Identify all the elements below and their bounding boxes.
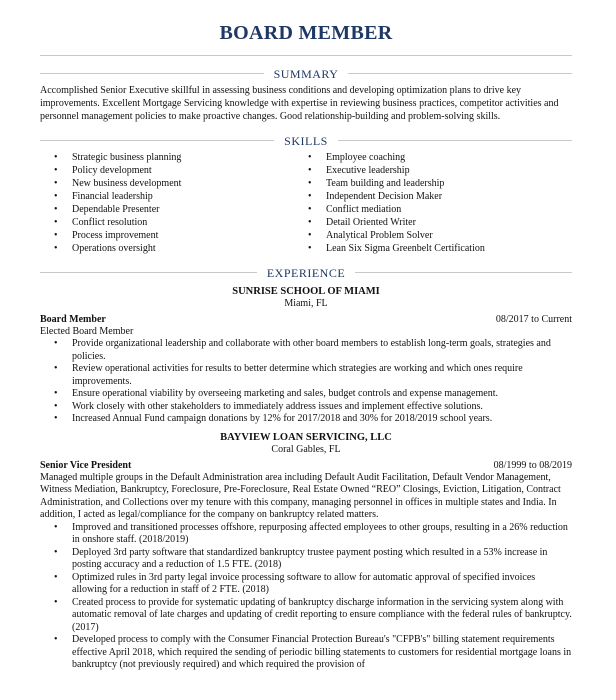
experience-heading-label: EXPERIENCE bbox=[257, 266, 355, 280]
skill-item: • Strategic business planning bbox=[54, 151, 308, 164]
job-entry bbox=[40, 285, 572, 426]
role-row bbox=[40, 314, 572, 326]
skill-item: • Detail Oriented Writer bbox=[308, 216, 485, 229]
skills-column-left bbox=[40, 151, 308, 255]
skill-item: • Independent Decision Maker bbox=[308, 190, 485, 203]
summary-heading bbox=[40, 65, 572, 81]
resume-title: BOARD MEMBER bbox=[219, 22, 393, 44]
job-entry bbox=[40, 431, 572, 672]
role-title: Board Member bbox=[40, 314, 106, 325]
skill-item: • Process improvement bbox=[54, 229, 308, 242]
role-subtitle: Elected Board Member bbox=[40, 326, 134, 337]
skill-item: • Dependable Presenter bbox=[54, 203, 308, 216]
skill-item: • Lean Six Sigma Greenbelt Certification bbox=[308, 242, 485, 255]
job-bullet: • Work closely with other stakeholders to immediately address issues and implement effective solutions. bbox=[54, 401, 572, 414]
job-bullet: • Review operational activities for results to better determine which strategies are working and which ones require improvements. bbox=[54, 363, 572, 388]
job-bullet: • Ensure operational viability by overseeing marketing and sales, budget controls and expense management. bbox=[54, 388, 572, 401]
summary-text: Accomplished Senior Executive skillful in assessing business conditions and developing optimization plans to drive key improvements. Excellent Mortgage Servicing knowledge with expertise in reviewing business practices, competitor activities and personnel management policies to make proactive changes. Good relationship-building and problem-solving skills. bbox=[40, 85, 559, 122]
skills-heading bbox=[40, 132, 572, 148]
job-bullet: • Created process to provide for systematic updating of bankruptcy discharge information in the servicing system along with automatic removal of late charges and updating of credit reporting to ensure compliance with the federal rules of bankruptcy. (2017) bbox=[54, 597, 572, 635]
job-bullet: • Improved and transitioned processes offshore, repurposing affected employees to other groups, resulting in a 26% reduction in onshore staff. (2018/2019) bbox=[54, 522, 572, 547]
summary-heading-label: SUMMARY bbox=[264, 67, 349, 81]
skill-item: • Employee coaching bbox=[308, 151, 485, 164]
job-description: Managed multiple groups in the Default Administration area including Default Audit Facilitation, Default Vendor Management, Witness Mediation, Bankruptcy, Foreclosure, Pre-Foreclosure, Real Estate Owned “REO” Closings, Eviction, Litigation, Contract Administration, and Collections over my tenure with this company, managing personnel in offices in multiple states and India. In addition, I acted as legal/compliance for the company on bankruptcy related matters. bbox=[40, 471, 561, 520]
skills-list bbox=[40, 151, 572, 255]
role-dates: 08/2017 to Current bbox=[495, 314, 572, 325]
company-location: Coral Gables, FL bbox=[271, 443, 341, 455]
role-title: Senior Vice President bbox=[40, 459, 132, 471]
skill-item: • Conflict mediation bbox=[308, 203, 485, 216]
title-divider bbox=[40, 55, 572, 56]
resume-page bbox=[40, 0, 572, 672]
skill-item: • Conflict resolution bbox=[54, 216, 308, 229]
skills-column-right bbox=[308, 151, 485, 255]
job-bullets bbox=[40, 522, 572, 672]
company-name: SUNRISE SCHOOL OF MIAMI bbox=[232, 286, 380, 297]
job-bullet: • Deployed 3rd party software that standardized bankruptcy trustee payment posting which resulted in a 53% increase in posting accuracy and a reduction of 1.5 FTE. (2018) bbox=[54, 547, 572, 572]
job-bullet: • Optimized rules in 3rd party legal invoice processing software to allow for automatic approval of specified invoices allowing for a reduction in staff of 2 FTE. (2018) bbox=[54, 572, 572, 597]
job-bullet: • Provide organizational leadership and collaborate with other board members to establish long-term goals, strategies and policies. bbox=[54, 338, 572, 363]
skill-item: • Analytical Problem Solver bbox=[308, 229, 485, 242]
skill-item: • Financial leadership bbox=[54, 190, 308, 203]
company-location: Miami, FL bbox=[284, 298, 328, 309]
skill-item: • Executive leadership bbox=[308, 164, 485, 177]
skill-item: • Team building and leadership bbox=[308, 177, 485, 190]
skill-item: • Operations oversight bbox=[54, 242, 308, 255]
role-dates: 08/1999 to 08/2019 bbox=[493, 459, 572, 471]
experience-heading bbox=[40, 264, 572, 280]
role-row bbox=[40, 460, 572, 472]
skill-item: • New business development bbox=[54, 177, 308, 190]
job-bullet: • Increased Annual Fund campaign donations by 12% for 2017/2018 and 30% for 2018/2019 school years. bbox=[54, 413, 572, 426]
skills-heading-label: SKILLS bbox=[274, 134, 338, 148]
company-name: BAYVIEW LOAN SERVICING, LLC bbox=[220, 431, 392, 443]
job-bullets bbox=[40, 338, 572, 426]
job-bullet: • Developed process to comply with the Consumer Financial Protection Bureau's "CFPB's" billing statement requirements effective April 2018, which required the sending of periodic billing statements to customers for residential mortgage loans in bankruptcy (not previously required) and which required the provision of bbox=[54, 634, 572, 672]
skill-item: • Policy development bbox=[54, 164, 308, 177]
